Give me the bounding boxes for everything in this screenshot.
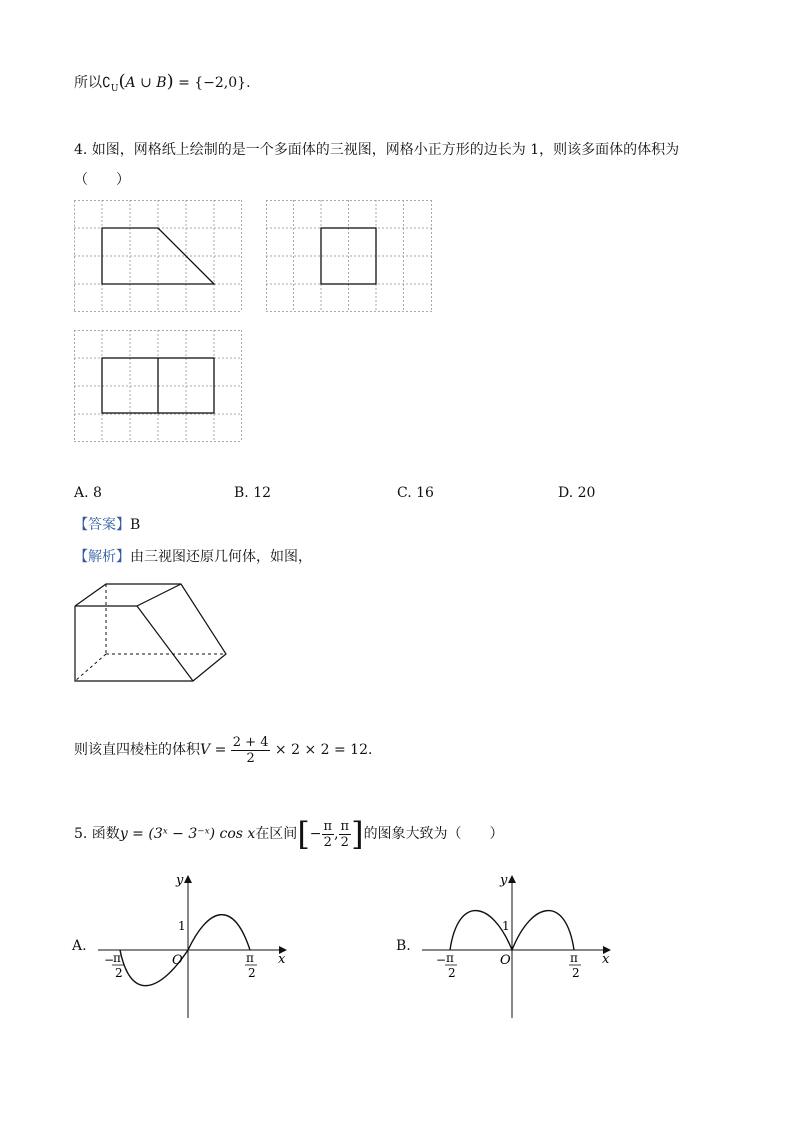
q5-function: y = (3ˣ − 3⁻ˣ) cos x [119,826,256,842]
volume-line [74,728,372,772]
complement-symbol: ∁ [102,75,111,91]
volume-fraction [231,735,271,766]
grid-lines [74,200,242,312]
answer-value: B [130,517,141,533]
q5-mid: 在区间 [255,826,298,842]
x-label: x [278,952,286,967]
q5-suffix: 的图象大致为（ ） [363,826,504,842]
right-tick-two: 2 [248,966,256,980]
two-den: 2 [340,834,349,850]
fraction-denominator: 2 [246,750,255,766]
left-tick-pi: π [446,951,454,965]
interval-comma: , [334,826,339,842]
union-expression: A ∪ B [125,75,167,91]
origin-label: O [500,953,511,968]
analysis-text: 由三视图还原几何体，如图， [130,549,312,565]
y-label: y [176,873,184,888]
option-a[interactable]: A. 8 [74,485,102,501]
grid-lines [266,200,432,312]
pi-num: π [323,818,333,834]
answer-tag: 【答案】 [74,517,130,533]
analysis-line [74,547,312,567]
x-label: x [602,952,610,967]
left-tick-pi: π [113,951,121,965]
left-tick-two: 2 [115,966,123,980]
q5-prefix: 5. 函数 [74,826,120,842]
front-view-grid [74,200,242,312]
side-view-grid [266,200,432,312]
graph-a-label[interactable]: A. [72,938,87,954]
q4-paren: （ ） [74,172,130,188]
volume-eq: = [214,742,227,758]
option-c[interactable]: C. 16 [397,485,434,501]
fraction-numerator: 2 + 4 [232,734,269,750]
graph-a[interactable] [98,870,298,1022]
period: . [246,75,251,91]
answer-line [74,515,140,535]
hidden-edges [75,584,226,681]
right-tick-two: 2 [572,966,580,980]
conclusion-prefix: 所以 [74,75,102,91]
equals-sign: = [178,75,190,91]
left-tick-sign: − [104,953,115,967]
origin-label: O [172,953,183,968]
graph-b-label[interactable]: B. [396,938,411,954]
q4-stem: 4. 如图，网格纸上绘制的是一个多面体的三视图，网格小正方形的边长为 1，则该多面体的体积为 [74,142,680,158]
volume-prefix: 则该直四棱柱的体积 [74,742,200,758]
result-set: {−2,0} [194,75,247,91]
interval-minus: − [309,826,322,842]
interval-left-frac [322,819,335,850]
pi-num: π [340,818,350,834]
prism-figure [72,578,232,686]
top-view-grid [74,330,242,442]
interval-right-frac [339,819,352,850]
volume-rest: × 2 × 2 = 12 [274,742,368,758]
y-label: y [500,873,508,888]
right-tick-pi: π [570,951,578,965]
option-b[interactable]: B. 12 [234,485,272,501]
conclusion-line: 所以$∁_U(A$ ∪ B) = {−2,0}. [74,71,251,94]
q5-stem: 5. 函数y = (3ˣ − 3⁻ˣ) cos x在区间[− $\frac{\pi}{2}$ , $\frac{\pi}{2}$ ]的图象大致为（ ） [74,815,504,853]
two-den: 2 [323,834,332,850]
one-label: 1 [178,919,186,933]
one-label: 1 [502,919,510,933]
graph-b[interactable] [422,870,622,1022]
left-tick-sign: − [436,953,447,967]
analysis-tag: 【解析】 [74,549,130,565]
volume-var: V [200,742,211,758]
universal-subscript: U [110,83,119,94]
left-tick-two: 2 [448,966,456,980]
option-d[interactable]: D. 20 [558,485,596,501]
right-tick-pi: π [246,951,254,965]
volume-end: . [368,742,373,758]
